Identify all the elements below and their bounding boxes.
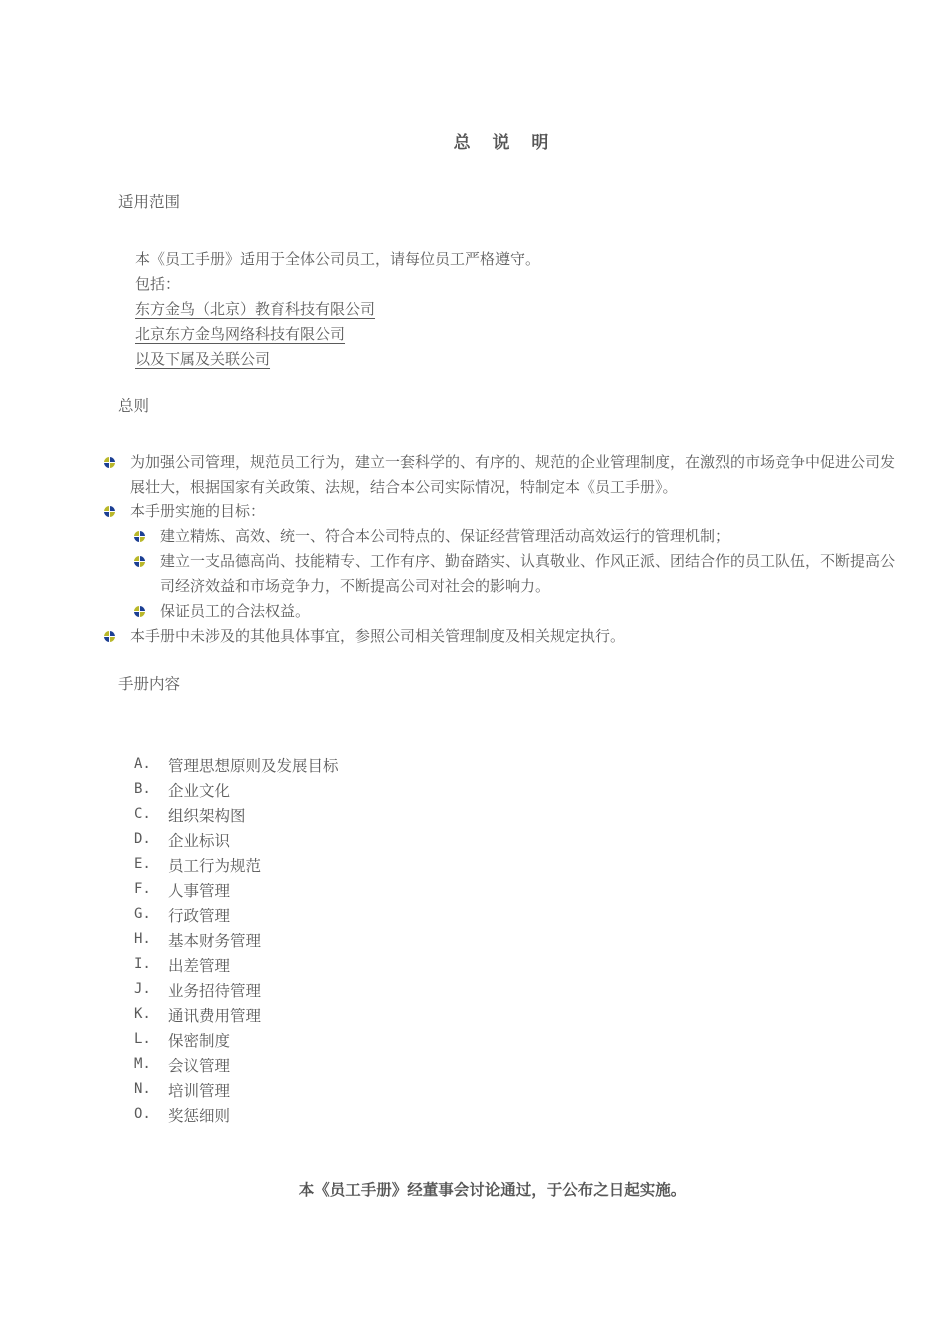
toc-item: 企业标识	[168, 832, 231, 850]
toc-letter: F.	[134, 881, 151, 897]
toc-letter: C.	[134, 806, 151, 822]
toc-letter: J.	[134, 981, 151, 997]
bullet-icon	[134, 556, 145, 567]
toc-item: 培训管理	[168, 1082, 231, 1100]
bullet-icon	[134, 606, 145, 617]
toc-letter: K.	[134, 1006, 151, 1022]
footer-statement: 本《员工手册》经董事会讨论通过，于公布之日起实施。	[298, 1181, 687, 1199]
toc-item: 出差管理	[168, 957, 231, 975]
bullet-icon	[104, 457, 115, 468]
general-paragraph-3: 本手册中未涉及的其他具体事宜，参照公司相关管理制度及相关规定执行。	[130, 627, 626, 645]
toc-letter: H.	[134, 931, 151, 947]
toc-item: 组织架构图	[168, 807, 246, 825]
toc-letter: D.	[134, 831, 151, 847]
toc-letter: L.	[134, 1031, 151, 1047]
toc-letter: E.	[134, 856, 151, 872]
general-paragraph-1: 为加强公司管理，规范员工行为，建立一套科学的、有序的、规范的企业管理制度，在激烈的市场竞争中促进公司发展壮大，根据国家有关政策、法规，结合本公司实际情况，特制定本《员工手册》。	[130, 453, 896, 496]
toc-item: 行政管理	[168, 907, 231, 925]
toc-letter: I.	[134, 956, 151, 972]
page-title: 总 说 明	[453, 133, 557, 153]
goal-item: 保证员工的合法权益。	[160, 602, 311, 620]
toc-item: 奖惩细则	[168, 1107, 231, 1125]
toc-item: 业务招待管理	[168, 982, 262, 1000]
toc-letter: O.	[134, 1106, 151, 1122]
bullet-icon	[104, 506, 115, 517]
toc-letter: A.	[134, 756, 151, 772]
toc-item: 管理思想原则及发展目标	[168, 757, 339, 775]
company-item: 以及下属及关联公司	[135, 350, 271, 368]
toc-item: 通讯费用管理	[168, 1007, 262, 1025]
toc-item: 人事管理	[168, 882, 231, 900]
goal-item: 建立精炼、高效、统一、符合本公司特点的、保证经营管理活动高效运行的管理机制；	[160, 527, 731, 545]
toc-item: 会议管理	[168, 1057, 231, 1075]
goal-item: 建立一支品德高尚、技能精专、工作有序、勤奋踏实、认真敬业、作风正派、团结合作的员工队伍，不断提高公司经济效益和市场竞争力，不断提高公司对社会的影响力。	[160, 552, 896, 595]
toc-letter: B.	[134, 781, 151, 797]
toc-item: 保密制度	[168, 1032, 231, 1050]
toc-letter: N.	[134, 1081, 151, 1097]
toc-letter: M.	[134, 1056, 151, 1072]
scope-intro: 本《员工手册》适用于全体公司员工，请每位员工严格遵守。	[135, 250, 541, 268]
section-heading-scope: 适用范围	[118, 193, 181, 211]
bullet-icon	[134, 531, 145, 542]
scope-includes-label: 包括：	[135, 275, 181, 293]
toc-item: 企业文化	[168, 782, 231, 800]
section-heading-general: 总则	[118, 397, 150, 415]
company-item: 北京东方金鸟网络科技有限公司	[135, 325, 346, 343]
toc-item: 基本财务管理	[168, 932, 262, 950]
toc-item: 员工行为规范	[168, 857, 262, 875]
toc-letter: G.	[134, 906, 151, 922]
general-paragraph-2: 本手册实施的目标：	[130, 502, 266, 520]
section-heading-contents: 手册内容	[118, 675, 181, 693]
bullet-icon	[104, 631, 115, 642]
company-item: 东方金鸟（北京）教育科技有限公司	[135, 300, 376, 318]
